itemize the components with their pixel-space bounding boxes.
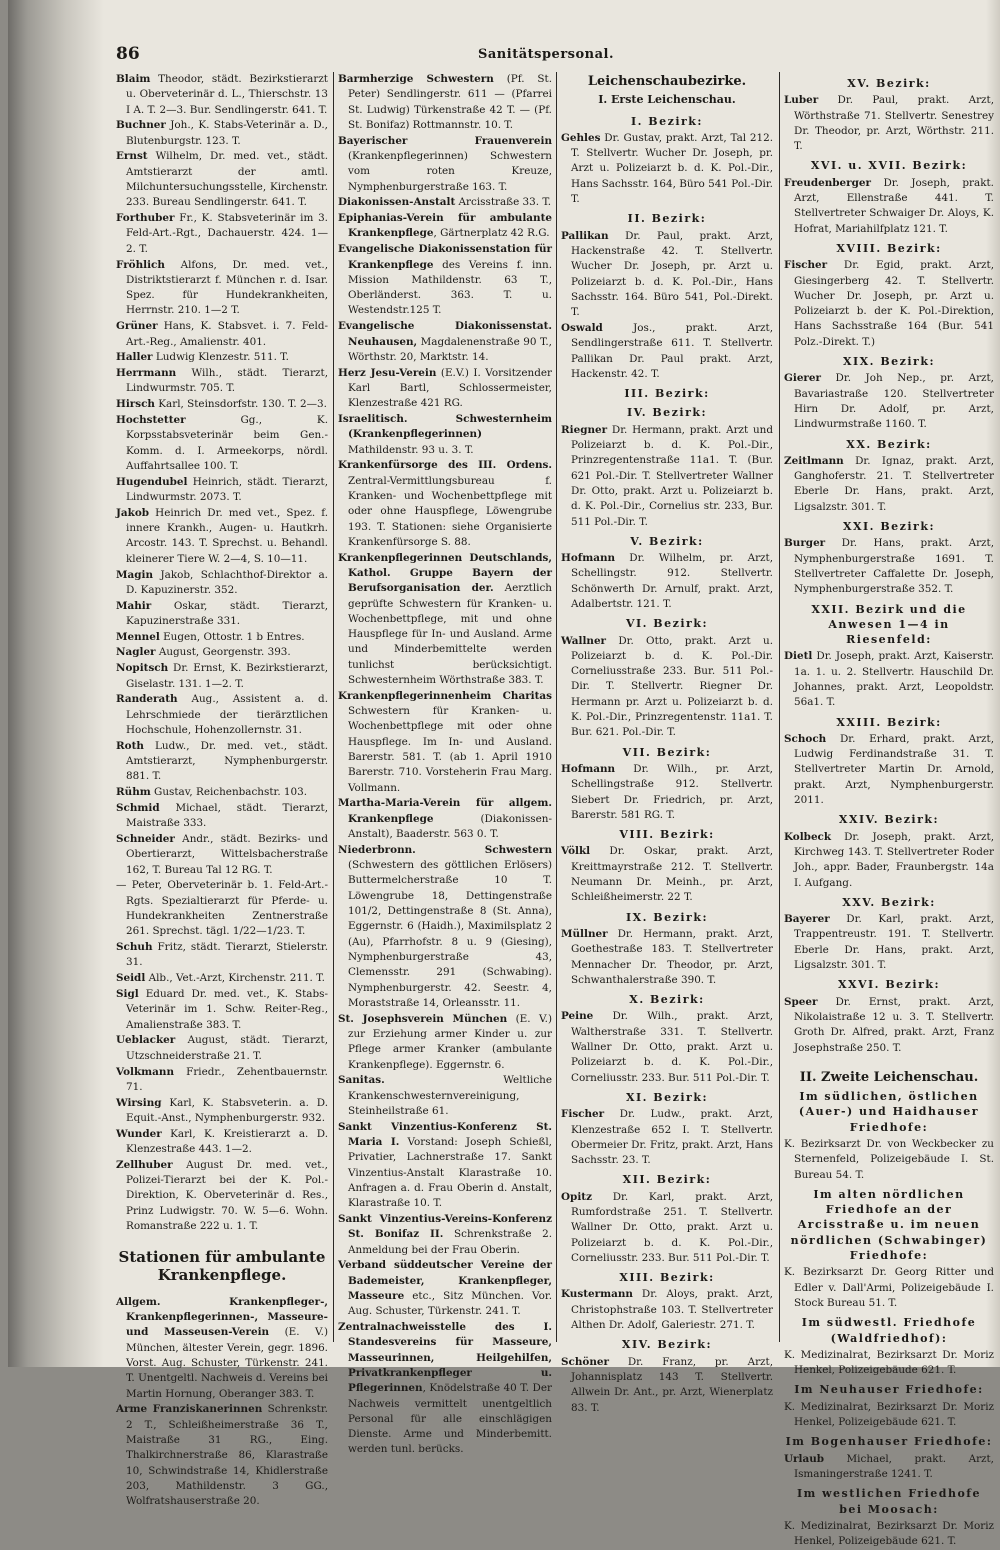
column-rule	[333, 72, 334, 1342]
entry-name: Sigl	[116, 988, 139, 1001]
entry-name: Völkl	[561, 845, 591, 858]
directory-entry	[116, 1033, 328, 1064]
entry-text: Dr. Karl, prakt. Arzt, Rumfordstraße 251. T. Stellvertr. Wallner Dr. Otto, prakt. Arzt u. Polizeiarzt b. d. K. Pol.-Dir., Corneliusstr. 233. Bur. 511 Pol.-Dir. T.	[571, 1190, 773, 1264]
directory-entry	[116, 366, 328, 397]
directory-entry	[116, 645, 328, 660]
directory-entry	[116, 878, 328, 939]
entry-text: August, Georgenstr. 393.	[155, 646, 291, 659]
entry-name: Sanitas.	[338, 1074, 385, 1087]
entry-name: Martha-Maria-Verein für allgem. Krankenpflege	[338, 797, 552, 825]
entry-name: Rühm	[116, 786, 151, 799]
column-veterinarians	[116, 72, 328, 1510]
entry-name: Sankt Vinzentius-Konferenz St. Maria I.	[338, 1120, 552, 1148]
entry-text: Dr. Karl, prakt. Arzt, Trappentreustr. 191. T. Stellvertr. Eberle Dr. Hans, prakt. Arzt, Ligsalzstr. 301. T.	[794, 913, 994, 972]
directory-entry	[116, 630, 328, 645]
entry-text: Karl, Steinsdorfstr. 130. T. 2—3.	[154, 398, 327, 411]
entry-name: Fischer	[561, 1108, 605, 1121]
entry-text: , Gärtnerplatz 42 R.G.	[433, 227, 550, 240]
directory-entry	[116, 692, 328, 738]
section-title: Leichenschaubezirke.	[587, 74, 747, 89]
directory-entry	[116, 319, 328, 350]
entry-text: Ludw., Dr. med. vet., städt. Amtstierarzt, Nymphenburgerstr. 881. T.	[126, 739, 328, 783]
entry-name: Zeitlmann	[784, 454, 844, 467]
entry-name: Kustermann	[561, 1288, 633, 1301]
entry-name: Urlaub	[784, 1452, 825, 1465]
entry-text: Ludwig Klenzestr. 511. T.	[152, 351, 289, 364]
entry-text: Dr. Ludw., prakt. Arzt, Klenzestraße 652 I. T. Stellvertr. Obermeier Dr. Fritz, prakt. Arzt, Hans Sachsstr. 23. T.	[571, 1108, 773, 1167]
entry-name: Wunder	[116, 1127, 162, 1140]
entry-text: Dr. Ignaz, prakt. Arzt, Ganghoferstr. 21. T. Stellvertreter Eberle Dr. Hans, prakt. Arzt, Ligsalzstr. 301. T.	[794, 454, 994, 513]
directory-entry	[561, 927, 773, 988]
directory-entry	[116, 118, 328, 149]
district-heading: XXV. Bezirk:	[842, 895, 936, 909]
district-heading: VI. Bezirk:	[625, 617, 709, 631]
entry-name: Wirsing	[116, 1096, 162, 1109]
district-heading: XXIV. Bezirk:	[838, 813, 940, 827]
directory-entry	[338, 242, 552, 318]
entry-text: Weltliche Krankenschwesternvereinigung, Steinheilstraße 61.	[348, 1074, 552, 1117]
entry-name: Hofmann	[561, 552, 616, 565]
entry-name: Seidl	[116, 972, 146, 985]
entry-text: Aerztlich geprüfte Schwestern für Kranken- u. Wochenbettpflege, mit und ohne Hauspflege für In- und Ausland. Arme und Minderbemittelte werden tunlichst berücksichtigt. Schwesternheim Wörthstraße 383. T.	[348, 582, 553, 687]
directory-entry	[784, 536, 994, 597]
entry-text: K. Bezirksarzt Dr. Georg Ritter und Edler v. Dall'Armi, Polizeigebäude I. Stock Bureau 51. T.	[784, 1266, 994, 1309]
entry-name: Barmherzige Schwestern	[338, 73, 494, 85]
entry-text: Dr. Franz, pr. Arzt, Johannisplatz 143 T. Stellvertr. Allwein Dr. Ant., pr. Arzt, Wienerplatz 83. T.	[571, 1355, 773, 1414]
directory-entry	[116, 1158, 328, 1234]
entry-list	[116, 1295, 328, 1510]
directory-entry	[116, 350, 328, 365]
entry-name: Speer	[784, 995, 818, 1008]
entry-text: Dr. Oskar, prakt. Arzt, Kreittmayrstraße 212. T. Stellvertr. Neumann Dr. Meinh., pr. Arzt, Schleißheimerstr. 22 T.	[571, 845, 773, 904]
district-heading: II. Bezirk:	[627, 212, 707, 226]
entry-name: Pallikan	[561, 229, 609, 242]
entry-text: Karl, K. Kreistierarzt a. D. Klenzestraße 443. 1—2.	[126, 1127, 328, 1155]
directory-entry	[116, 1065, 328, 1096]
district-heading: XXVI. Bezirk:	[837, 978, 941, 992]
directory-entry	[784, 454, 994, 515]
entry-name: Burger	[784, 537, 826, 550]
directory-entry	[116, 568, 328, 599]
entry-text: Dr. Wilhelm, pr. Arzt, Schellingstr. 912. Stellvertr. Schönwerth Dr. Arnulf, prakt. Arzt, Adalbertstr. 121. T.	[571, 552, 773, 610]
entry-text: Arcisstraße 33. T.	[455, 196, 552, 209]
directory-entry	[116, 661, 328, 692]
entry-text: (E. V.) München, ältester Verein, gegr. 1896. Vorst. Aug. Schuster, Türkenstr. 241. T. Unentgeltl. Nachweis d. Vereins bei Martin Hornung, Oberanger 383. T.	[126, 1326, 329, 1400]
entry-text: Eduard Dr. med. vet., K. Stabs-Veterinär im 1. Schw. Reiter-Reg., Amalienstraße 383. T.	[126, 988, 328, 1031]
directory-entry	[116, 397, 328, 412]
district-heading: XIII. Bezirk:	[619, 1271, 715, 1285]
entry-text: Schrenkstraße 2. Anmeldung bei der Frau Oberin.	[348, 1228, 553, 1256]
entry-name: Freudenberger	[784, 176, 871, 189]
entry-text: K. Medizinalrat, Bezirksarzt Dr. Moriz Henkel, Polizeigebäude 621. T.	[784, 1519, 994, 1548]
entry-text: Friedr., Zehentbauernstr. 71.	[126, 1065, 328, 1093]
entry-name: Sankt Vinzentius-Vereins-Konferenz St. Bonifaz II.	[338, 1212, 552, 1241]
directory-entry	[338, 1073, 552, 1119]
entry-text: Dr. Egid, prakt. Arzt, Giesingerberg 42. T. Stellvertr. Wucher Dr. Joseph, pr. Arzt u. Polizeiarzt b. der K. Pol.-Direktion, Hans Sachsstraße 164 (Bur. 541 Polz.-Direkt. T.)	[794, 259, 994, 348]
entry-text: K. Bezirksarzt Dr. von Weckbecker zu Sternenfeld, Polizeigebäude I. St. Bureau 54. T.	[784, 1138, 994, 1181]
directory-entry	[116, 801, 328, 832]
entry-text: — Peter, Oberveterinär b. 1. Feld-Art.-Rgts. Spezialtierarzt für Pferde- u. Hundekrankheiten Zentnerstraße 261. Sprechst. tägl. 1/22—1/23. T.	[116, 879, 328, 938]
entry-text: , Knödelstraße 40 T. Der Nachweis vermittelt unentgeltlich Personal für alle einschlägigen Dienste. Arme und Minderbemitt. werden tunl. berücks.	[348, 1382, 552, 1456]
directory-entry	[784, 732, 994, 808]
directory-entry	[116, 258, 328, 319]
directory-entry	[338, 796, 552, 842]
entry-name: Evangelische Diakonissenstation für Krankenpflege	[338, 243, 552, 271]
district-heading: XII. Bezirk:	[622, 1173, 712, 1187]
directory-entry	[116, 1127, 328, 1158]
district-heading: Im südwestl. Friedhofe (Waldfriedhof):	[801, 1316, 977, 1345]
entry-text: Dr. Paul, prakt. Arzt, Hackenstraße 42. T. Stellvertr. Wucher Dr. Joseph, pr. Arzt u. Polizeiarzt b. d. K. Pol.-Dir., Hans Sachsstr. 164. Büro 541, Pol.-Direkt. T.	[571, 229, 773, 319]
entry-name: Krankenpflegerinnen Deutschlands, Kathol. Gruppe Bayern der Berufsorganisation der.	[338, 551, 552, 595]
district-heading: VIII. Bezirk:	[619, 828, 715, 842]
directory-entry	[338, 1012, 552, 1073]
directory-entry	[116, 1295, 328, 1402]
district-heading: XXII. Bezirk und die Anwesen 1—4 in Riesenfeld:	[811, 602, 967, 647]
entry-text: Alfons, Dr. med. vet., Distriktstierarzt f. München r. d. Isar. Spez. für Hundekrankheiten, Herrnstr. 210. 1—2 T.	[126, 258, 328, 317]
entry-text: August, städt. Tierarzt, Utzschneiderstraße 21. T.	[126, 1034, 328, 1062]
running-head: Sanitätspersonal.	[478, 47, 614, 62]
entry-text: Aug., Assistent a. d. Lehrschmiede der tierärztlichen Hochschule, Hohenzollernstr. 31.	[126, 693, 328, 736]
entry-text: Karl, K. Stabsveterin. a. D. Equit.-Anst., Nymphenburgerstr. 932.	[126, 1096, 328, 1124]
entry-text: des Vereins f. inn. Mission Mathildenstr. 63 T., Oberländerst. 363. T. u. Westendstr.125 T.	[348, 258, 552, 317]
district-heading: III. Bezirk:	[624, 387, 710, 401]
directory-entry	[116, 211, 328, 257]
entry-text: Gg., K. Korpsstabsveterinär beim Gen.-Komm. d. I. Armeekorps, nördl. Auffahrtsallee 100. T.	[126, 414, 328, 472]
entry-name: Mennel	[116, 630, 160, 643]
entry-name: Blaim	[116, 73, 151, 85]
entry-text: Fritz, städt. Tierarzt, Stielerstr. 31.	[126, 941, 328, 969]
directory-entry	[784, 1265, 994, 1311]
entry-name: Fröhlich	[116, 258, 165, 271]
district-heading: XI. Bezirk:	[625, 1090, 709, 1104]
directory-entry	[784, 649, 994, 710]
column-rule	[779, 72, 780, 1342]
district-list	[784, 76, 994, 1056]
column-nursing-stations	[338, 72, 552, 1458]
entry-name: Oswald	[561, 321, 603, 334]
entry-name: Herz Jesu-Verein	[338, 366, 437, 379]
directory-entry	[116, 506, 328, 567]
directory-entry	[116, 987, 328, 1033]
directory-entry	[116, 940, 328, 971]
entry-text: Dr. Ernst, K. Bezirkstierarzt, Giselastr. 131. 1—2. T.	[126, 662, 328, 690]
entry-text: Alb., Vet.-Arzt, Kirchenstr. 211. T.	[145, 972, 325, 985]
directory-entry	[561, 1287, 773, 1333]
entry-name: Diakonissen-Anstalt	[338, 196, 456, 209]
entry-name: Schneider	[116, 833, 175, 846]
entry-text: Theodor, städt. Bezirkstierarzt u. Oberveterinär d. L., Thierschstr. 13 I A. T. 2—3. Bur. Sendlingerstr. 641. T.	[126, 73, 328, 116]
entry-text: Dr. Joh Nep., pr. Arzt, Bavariastraße 120. Stellvertreter Hirn Dr. Adolf, pr. Arzt, Lindwurmstraße 1160. T.	[794, 372, 994, 431]
column-inspection-districts	[561, 72, 773, 1416]
directory-entry	[561, 229, 773, 321]
district-heading: I. Bezirk:	[630, 114, 703, 128]
entry-name: Magin	[116, 568, 154, 581]
entry-text: Dr. Gustav, prakt. Arzt, Tal 212. T. Stellvertr. Wucher Dr. Joseph, pr. Arzt u. Polizeiarzt b. d. K. Pol.-Dir., Hans Sachsstr. 164, Büro 541 Pol.-Dir. T.	[571, 131, 773, 206]
entry-list	[338, 72, 552, 1458]
entry-name: Haller	[116, 351, 153, 364]
entry-name: St. Josephsverein München	[338, 1012, 508, 1025]
entry-name: Fischer	[784, 259, 828, 272]
entry-name: Israelitisch. Schwesternheim (Krankenpflegerinnen)	[338, 413, 552, 441]
entry-text: Wilh., städt. Tierarzt, Lindwurmstr. 705. T.	[126, 367, 328, 395]
entry-name: Volkmann	[116, 1065, 175, 1078]
entry-text: (Pf. St. Peter) Sendlingerstr. 611 — (Pfarrei St. Ludwig) Türkenstraße 42 T. — (Pf. St. Bonifaz) Rottmannstr. 10. T.	[348, 73, 552, 131]
directory-entry	[116, 1402, 328, 1509]
district-list	[561, 114, 773, 1416]
entry-text: Jos., prakt. Arzt, Sendlingerstraße 611. T. Stellvertr. Pallikan Dr. Paul prakt. Arzt, Hackenstr. 42. T.	[571, 321, 773, 380]
directory-entry	[784, 995, 994, 1056]
entry-text: Heinrich, städt. Tierarzt, Lindwurmstr. 2073. T.	[126, 475, 328, 504]
entry-name: Buchner	[116, 119, 166, 132]
cemetery-list	[784, 1089, 994, 1549]
entry-name: Allgem. Krankenpfleger-, Krankenpflegerinnen-, Masseure- und Masseusen-Verein	[116, 1295, 328, 1339]
directory-entry	[338, 1258, 552, 1319]
directory-entry	[784, 258, 994, 350]
section-title: Stationen für ambulante	[118, 1248, 326, 1267]
directory-entry	[561, 1107, 773, 1168]
section-title: Krankenpflege.	[157, 1265, 287, 1284]
book-spine-shadow	[8, 0, 104, 1367]
entry-name: Arme Franziskanerinnen	[116, 1403, 263, 1416]
directory-entry	[116, 72, 328, 118]
directory-entry	[116, 832, 328, 878]
directory-entry	[784, 830, 994, 891]
directory-entry	[784, 1400, 994, 1431]
entry-name: Niederbronn. Schwestern	[338, 843, 552, 856]
directory-entry	[116, 413, 328, 474]
book-page	[8, 0, 1000, 1548]
entry-name: Zellhuber	[116, 1158, 173, 1171]
entry-list	[116, 72, 328, 1234]
entry-name: Gierer	[784, 372, 821, 385]
directory-entry	[338, 689, 552, 796]
directory-entry	[784, 1137, 994, 1183]
directory-entry	[338, 1212, 552, 1258]
entry-name: Krankenfürsorge des III. Ordens.	[338, 459, 552, 472]
entry-name: Luber	[784, 94, 819, 107]
entry-name: Hochstetter	[116, 414, 186, 427]
entry-text: Dr. Joseph, prakt. Arzt, Kirchweg 143. T. Stellvertreter Roder Joh., appr. Bader, Fraunbergstr. 14a I. Aufgang.	[794, 830, 994, 889]
entry-text: Vorstand: Joseph Schießl, Privatier, Lachnerstraße 17. Sankt Vinzentius-Anstalt Klarastraße 10. Anfragen a. d. Frau Oberin d. Anstalt, Klarastraße 10. T.	[348, 1135, 552, 1210]
entry-text: Dr. Aloys, prakt. Arzt, Christophstraße 103. T. Stellvertreter Althen Dr. Adolf, Galeriestr. 271. T.	[571, 1288, 773, 1332]
directory-entry	[116, 1096, 328, 1127]
directory-entry	[784, 1348, 994, 1379]
entry-name: Randerath	[116, 693, 178, 706]
entry-text: Dr. Joseph, prakt. Arzt, Kaiserstr. 1a. 1. u. 2. Stellvertr. Hauschild Dr. Johannes, prakt. Arzt, Leopoldstr. 56a1. T.	[794, 650, 994, 709]
entry-name: Nagler	[116, 646, 156, 659]
entry-text: Dr. Paul, prakt. Arzt, Wörthstraße 71. Stellvertr. Senestrey Dr. Theodor, pr. Arzt, Wörthstr. 211. T.	[794, 94, 994, 153]
directory-entry	[561, 844, 773, 905]
district-heading: XX. Bezirk:	[846, 437, 932, 451]
entry-name: Mahir	[116, 599, 152, 612]
directory-entry	[338, 134, 552, 195]
entry-name: Schmid	[116, 801, 160, 814]
entry-text: (E. V.) zur Erziehung armer Kinder u. zur Pflege armer Kranker (ambulante Krankenpflege). Eggernstr. 6.	[348, 1012, 552, 1071]
directory-entry	[784, 1519, 994, 1550]
entry-name: Riegner	[561, 423, 608, 436]
directory-entry	[561, 551, 773, 612]
directory-entry	[784, 371, 994, 432]
entry-name: Opitz	[561, 1190, 592, 1203]
directory-entry	[116, 599, 328, 630]
directory-entry	[561, 762, 773, 823]
entry-name: Schöner	[561, 1355, 609, 1368]
directory-entry	[561, 634, 773, 741]
entry-text: (Krankenpflegerinnen) Schwestern vom roten Kreuze, Nymphenburgerstraße 163. T.	[348, 149, 552, 193]
district-heading: VII. Bezirk:	[622, 745, 712, 759]
entry-text: Michael, prakt. Arzt, Ismaningerstraße 1241. T.	[794, 1452, 994, 1480]
directory-entry	[784, 93, 994, 154]
district-heading: Im Bogenhauser Friedhofe:	[785, 1435, 993, 1449]
entry-text: Gustav, Reichenbachstr. 103.	[150, 786, 308, 799]
entry-text: Dr. Wilh., prakt. Arzt, Waltherstraße 331. T. Stellvertr. Wallner Dr. Otto, prakt. Arzt u. Polizeiarzt b. d. K. Pol.-Dir., Corneliusstr. 233. Bur. 511 Pol.-Dir. T.	[571, 1010, 773, 1084]
directory-entry	[116, 785, 328, 800]
directory-entry	[561, 423, 773, 530]
entry-name: Müllner	[561, 927, 608, 940]
entry-text: Dr. Joseph, prakt. Arzt, Ellenstraße 441. T. Stellvertreter Schwaiger Dr. Aloys, K. Hofrat, Mariahilfplatz 121. T.	[794, 176, 994, 235]
entry-text: Dr. Ernst, prakt. Arzt, Nikolaistraße 12 u. 3. T. Stellvertr. Groth Dr. Alfred, prakt. Arzt, Franz Josephstraße 250. T.	[794, 995, 994, 1054]
district-heading: XV. Bezirk:	[847, 77, 931, 90]
entry-text: Joh., K. Stabs-Veterinär a. D., Blutenburgstr. 123. T.	[126, 119, 328, 147]
entry-name: Schuh	[116, 941, 153, 954]
entry-text: Dr. Erhard, prakt. Arzt, Ludwig Ferdinandstraße 31. T. Stellvertreter Martin Dr. Arnold, prakt. Arzt, Nymphenburgerstr. 2011.	[794, 732, 994, 807]
section-subtitle: I. Erste Leichenschau.	[598, 93, 736, 107]
entry-name: Hofmann	[561, 762, 616, 775]
entry-name: Nopitsch	[116, 662, 169, 675]
section-title: II. Zweite Leichenschau.	[799, 1069, 979, 1085]
entry-name: Kolbeck	[784, 830, 832, 843]
directory-entry	[338, 551, 552, 689]
entry-text: Zentral-Vermittlungsbureau f. Kranken- und Wochenbettpflege mit oder ohne Hauspflege, Löwengrube 193. T. Stationen: siehe Organisierte Krankenfürsorge S. 88.	[348, 474, 552, 548]
district-heading: XXI. Bezirk:	[842, 520, 936, 534]
entry-text: K. Medizinalrat, Bezirksarzt Dr. Moriz Henkel, Polizeigebäude 621. T.	[784, 1348, 994, 1377]
directory-entry	[784, 1452, 994, 1483]
entry-name: Hugendubel	[116, 475, 188, 488]
entry-text: August Dr. med. vet., Polizei-Tierarzt bei der K. Pol.-Direktion, K. Oberveterinär d. Res., Prinz Ludwigstr. 70. W. 5—6. Wohn. Romanstraße 222 u. 1. T.	[126, 1158, 328, 1232]
entry-text: (E.V.) I. Vorsitzender Karl Bartl, Schlossermeister, Klenzestraße 421 RG.	[348, 366, 552, 410]
entry-name: Bayerischer Frauenverein	[338, 134, 552, 147]
district-heading: Im alten nördlichen Friedhofe an der Arcisstraße u. im neuen nördlichen (Schwabinger) Friedhofe:	[790, 1187, 988, 1263]
entry-text: (Schwestern des göttlichen Erlösers) Buttermelcherstraße 10 T. Löwengrube 18, Dettingenstraße 101/2, Dettingenstraße 8 (St. Anna), Eggernstr. 6 (Haidh.), Maximilsplatz 2 (Au), Pfarrhofstr. 8 u. 9 (Giesing), Nymphenburgerstraße 43, Clemensstr. 291 (Schwabing). Nymphenburgerstr. 42. Seestr. 4, Moraststraße 14, Orleansstr. 11.	[348, 859, 552, 1009]
entry-name: Grüner	[116, 320, 158, 333]
entry-name: Dietl	[784, 650, 813, 663]
directory-entry	[338, 366, 552, 412]
directory-entry	[338, 195, 552, 210]
directory-entry	[561, 1355, 773, 1416]
district-heading: XXIII. Bezirk:	[836, 715, 942, 729]
entry-name: Forthuber	[116, 212, 175, 225]
entry-name: Ueblacker	[116, 1034, 176, 1047]
entry-text: Heinrich Dr. med vet., Spez. f. innere Krankh., Augen- u. Hautkrh. Arcostr. 143. T. Sprechst. u. Behandl. kleinerer Tiere W. 2—4, S. 10—11.	[126, 506, 328, 565]
entry-text: Dr. Hermann, prakt. Arzt, Goethestraße 183. T. Stellvertreter Mennacher Dr. Theodor, pr. Arzt, Schwanthalerstraße 390. T.	[571, 927, 773, 986]
entry-text: etc., Sitz München. Vor. Aug. Schuster, Türkenstr. 241. T.	[348, 1289, 552, 1318]
directory-entry	[784, 912, 994, 973]
entry-name: Epiphanias-Verein für ambulante Krankenpflege	[338, 212, 552, 240]
entry-name: Wallner	[561, 634, 607, 647]
entry-text: Magdalenenstraße 90 T., Wörthstr. 20, Marktstr. 14.	[348, 335, 552, 363]
directory-entry	[116, 971, 328, 986]
directory-entry	[561, 1009, 773, 1085]
column-rule	[556, 72, 557, 1342]
entry-name: Verband süddeutscher Vereine der Bademeister, Krankenpfleger, Masseure	[338, 1259, 552, 1302]
entry-text: K. Medizinalrat, Bezirksarzt Dr. Moriz Henkel, Polizeigebäude 621. T.	[784, 1400, 994, 1429]
directory-entry	[338, 319, 552, 365]
entry-name: Bayerer	[784, 913, 830, 926]
district-heading: Im Neuhauser Friedhofe:	[794, 1383, 984, 1397]
entry-text: Schwestern für Kranken- u. Wochenbettpflege mit oder ohne Hauspflege. Im In- und Ausland. Barerstr. 581. T. (ab 1. April 1910 Barerstr. 710. Vorsteherin Frau Marg. Vollmann.	[348, 705, 552, 794]
entry-name: Roth	[116, 739, 144, 752]
directory-entry	[338, 1320, 552, 1458]
entry-text: Dr. Hermann, prakt. Arzt und Polizeiarzt b. d. K. Pol.-Dir., Prinzregentenstraße 11a1. T. (Bur. 621 Pol.-Dir. T. Stellvertreter Wallner Dr. Otto, prakt. Arzt u. Polizeiarzt b. d. K. Pol.-Dir., Cornelius str. 233, Bur. 511 Pol.-Dir. T.	[571, 423, 773, 528]
district-heading: Im westlichen Friedhofe bei Moosach:	[796, 1487, 982, 1516]
district-heading: XIV. Bezirk:	[621, 1338, 713, 1352]
directory-entry	[338, 211, 552, 242]
entry-text: Fr., K. Stabsveterinär im 3. Feld-Art.-Rgt., Dachauerstr. 424. 1—2. T.	[126, 212, 328, 255]
directory-entry	[338, 412, 552, 458]
district-heading: XVIII. Bezirk:	[836, 241, 942, 255]
entry-text: Hans, K. Stabsvet. i. 7. Feld-Art.-Reg., Amalienstr. 401.	[126, 320, 328, 348]
directory-entry	[338, 458, 552, 550]
entry-text: Dr. Otto, prakt. Arzt u. Polizeiarzt b. d. K. Pol.-Dir. Corneliusstraße 233. Bur. 511 Pol.-Dir. T. Stellvertr. Riegner Dr. Hermann pr. Arzt u. Polizeiarzt b. d. K. Pol.-Dir., Prinzregentenstr. 11a1. T. Bur. 621. Pol.-Dir. T.	[571, 634, 773, 739]
column-inspection-districts-continued	[784, 72, 994, 1550]
entry-text: Michael, städt. Tierarzt, Maistraße 333.	[126, 801, 328, 830]
entry-name: Hirsch	[116, 398, 155, 411]
district-heading: IX. Bezirk:	[625, 910, 709, 924]
directory-entry	[561, 321, 773, 382]
district-heading: XIX. Bezirk:	[842, 355, 936, 369]
district-heading: X. Bezirk:	[629, 993, 705, 1007]
entry-name: Gehles	[561, 131, 601, 144]
directory-entry	[116, 475, 328, 506]
directory-entry	[116, 739, 328, 785]
directory-entry	[561, 131, 773, 207]
entry-name: Schoch	[784, 732, 827, 745]
directory-entry	[116, 149, 328, 210]
entry-name: Peine	[561, 1010, 594, 1023]
entry-text: Mathildenstr. 93 u. 3. T.	[348, 443, 474, 456]
district-heading: V. Bezirk:	[630, 534, 704, 548]
directory-entry	[784, 176, 994, 237]
entry-text: Wilhelm, Dr. med. vet., städt. Amtstierarzt der amtl. Milchuntersuchungsstelle, Kirchenstr. 233. Bureau Sendlingerstr. 641. T.	[126, 150, 328, 209]
page-number: 86	[116, 44, 140, 64]
district-heading: Im südlichen, östlichen (Auer-) und Haidhauser Friedhofe:	[798, 1090, 980, 1134]
entry-text: Dr. Wilh., pr. Arzt, Schellingstraße 912. Stellvertr. Siebert Dr. Friedrich, pr. Arzt, Barerstr. 581 RG. T.	[571, 762, 773, 821]
entry-text: Jakob, Schlachthof-Direktor a. D. Kapuzinerstr. 352.	[126, 568, 328, 596]
entry-name: Ernst	[116, 150, 148, 163]
entry-text: Eugen, Ottostr. 1 b Entres.	[159, 630, 305, 643]
entry-name: Krankenpflegerinnenheim Charitas	[338, 689, 552, 702]
directory-entry	[561, 1190, 773, 1266]
directory-entry	[338, 72, 552, 133]
entry-name: Herrmann	[116, 367, 177, 380]
district-heading: XVI. u. XVII. Bezirk:	[810, 159, 968, 173]
entry-text: Andr., städt. Bezirks- und Obertierarzt, Wittelsbacherstraße 162, T. Bureau Tal 12 RG. T.	[126, 833, 328, 876]
entry-text: Schrenkstr. 2 T., Schleißheimerstraße 36 T., Maistraße 31 RG., Eing. Thalkirchnerstraße 86, Klarastraße 10, Schwindstraße 14, Khidlerstraße 203, Mathildenstr. 3 GG., Wolfratshauserstraße 20.	[126, 1403, 328, 1508]
entry-name: Evangelische Diakonissenstat. Neuhausen,	[338, 320, 552, 348]
entry-text: (Diakonissen-Anstalt), Baaderstr. 563 0. T.	[348, 812, 552, 841]
directory-entry	[338, 1120, 552, 1212]
district-heading: IV. Bezirk:	[626, 406, 708, 420]
entry-name: Jakob	[116, 506, 150, 519]
entry-text: Oskar, städt. Tierarzt, Kapuzinerstraße 331.	[126, 599, 328, 627]
entry-text: Dr. Hans, prakt. Arzt, Nymphenburgerstraße 1691. T. Stellvertreter Caffalette Dr. Joseph, Nymphenburgerstraße 352. T.	[794, 537, 994, 596]
directory-entry	[338, 843, 552, 1011]
entry-name: Zentralnachweisstelle des I. Standesvereins für Masseure, Masseurinnen, Heilgehilfen, Privatkrankenpfleger u. Pflegerinnen	[338, 1321, 552, 1395]
